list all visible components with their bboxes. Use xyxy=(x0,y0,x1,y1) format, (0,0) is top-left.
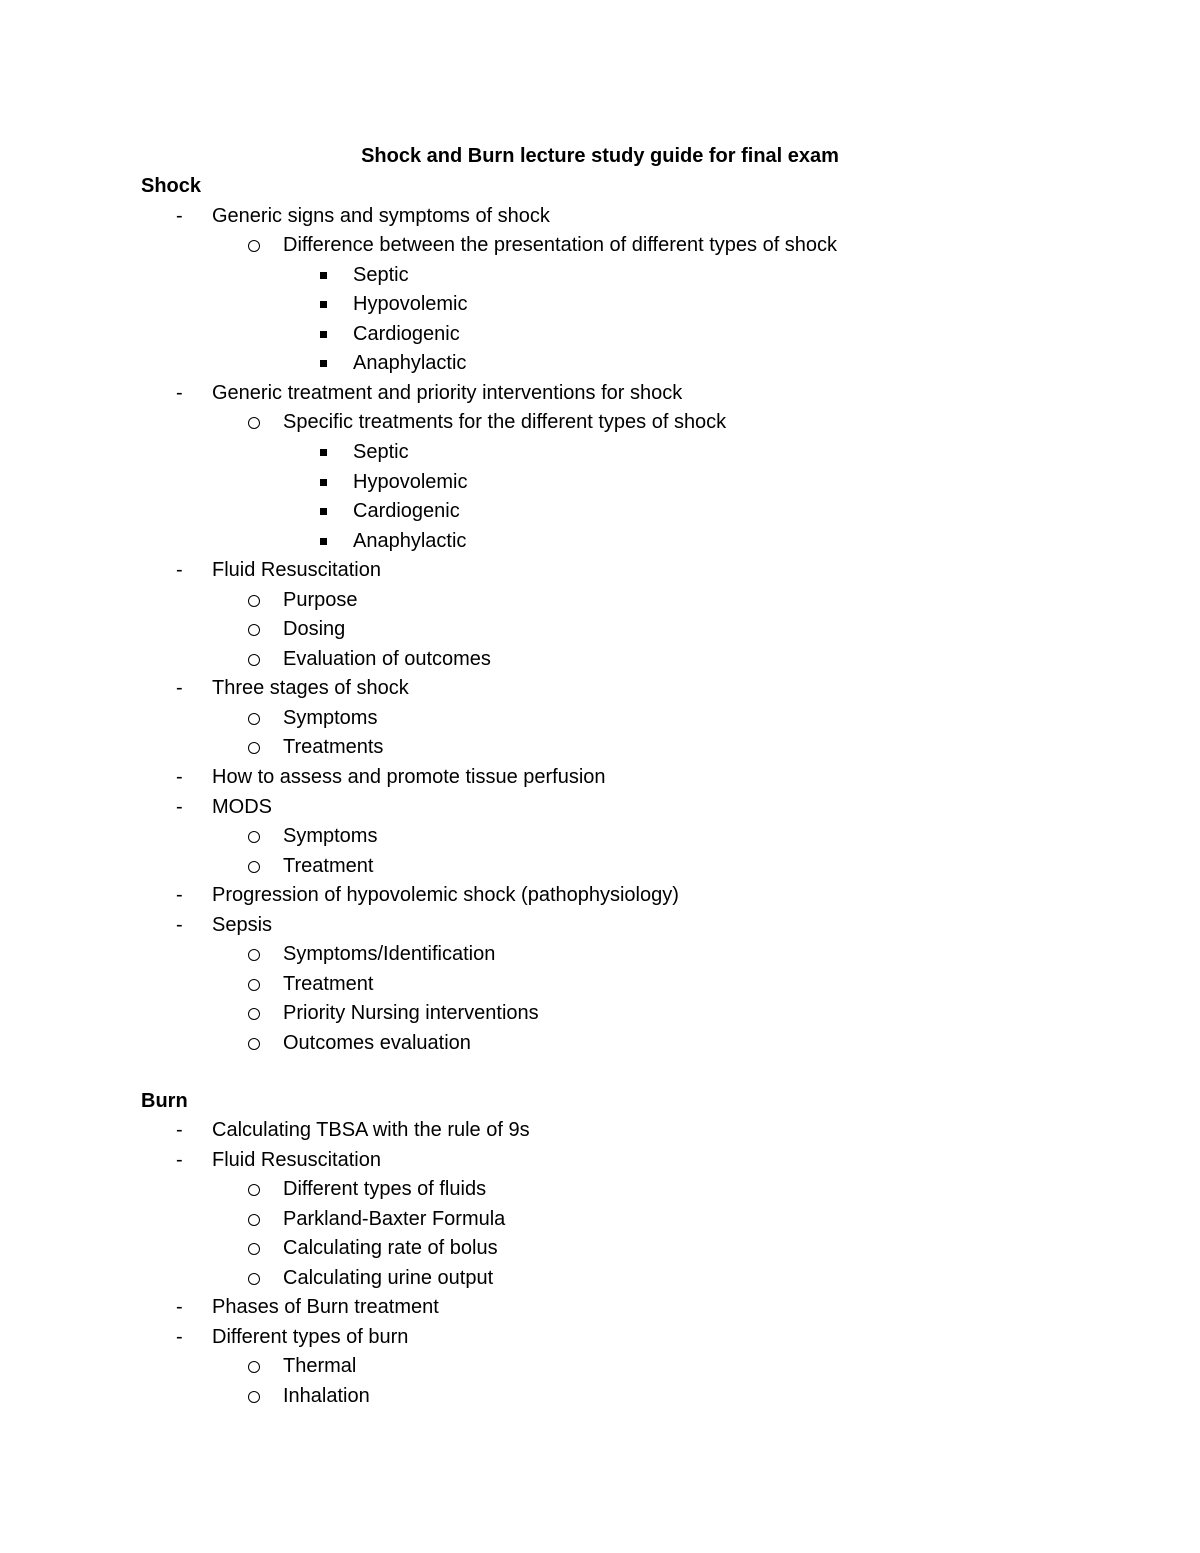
outline-item-level-1: Generic treatment and priority interventions for shock xyxy=(212,381,683,404)
outline-item-level-2: Evaluation of outcomes xyxy=(283,647,491,670)
dash-bullet-icon: - xyxy=(176,795,183,818)
circle-bullet-icon xyxy=(248,1273,260,1285)
outline-item-level-1: Three stages of shock xyxy=(212,677,409,700)
outline-item-level-2: Parkland-Baxter Formula xyxy=(283,1207,506,1230)
outline-item-level-2: Treatments xyxy=(283,736,384,759)
outline-item-level-2: Outcomes evaluation xyxy=(283,1031,471,1054)
dash-bullet-icon: - xyxy=(176,884,183,907)
outline-item-level-2: Treatment xyxy=(283,972,374,995)
circle-bullet-icon xyxy=(248,1361,260,1373)
outline-item-level-3: Anaphylactic xyxy=(353,529,467,552)
outline-item-level-2: Specific treatments for the different types of shock xyxy=(283,411,727,434)
outline-item-level-2: Different types of fluids xyxy=(283,1178,487,1201)
dash-bullet-icon: - xyxy=(176,559,183,582)
document-title: Shock and Burn lecture study guide for final exam xyxy=(361,145,839,167)
dash-bullet-icon: - xyxy=(176,1119,183,1142)
circle-bullet-icon xyxy=(248,595,260,607)
square-bullet-icon xyxy=(320,479,327,486)
dash-bullet-icon: - xyxy=(176,677,183,700)
outline-item-level-3: Cardiogenic xyxy=(353,322,460,345)
outline-item-level-2: Treatment xyxy=(283,854,374,877)
section-heading: Burn xyxy=(141,1089,188,1112)
square-bullet-icon xyxy=(320,508,327,515)
dash-bullet-icon: - xyxy=(176,913,183,936)
outline-item-level-1: Calculating TBSA with the rule of 9s xyxy=(212,1119,530,1142)
square-bullet-icon xyxy=(320,331,327,338)
outline-item-level-1: Fluid Resuscitation xyxy=(212,559,381,582)
square-bullet-icon xyxy=(320,449,327,456)
square-bullet-icon xyxy=(320,360,327,367)
square-bullet-icon xyxy=(320,538,327,545)
circle-bullet-icon xyxy=(248,949,260,961)
dash-bullet-icon: - xyxy=(176,1296,183,1319)
outline-item-level-2: Symptoms xyxy=(283,825,378,848)
outline-item-level-3: Anaphylactic xyxy=(353,352,467,375)
circle-bullet-icon xyxy=(248,1008,260,1020)
circle-bullet-icon xyxy=(248,1184,260,1196)
outline-item-level-2: Calculating rate of bolus xyxy=(283,1237,498,1260)
outline-item-level-1: Fluid Resuscitation xyxy=(212,1148,381,1171)
dash-bullet-icon: - xyxy=(176,204,183,227)
outline-item-level-3: Cardiogenic xyxy=(353,500,460,523)
outline-item-level-2: Thermal xyxy=(283,1355,357,1378)
circle-bullet-icon xyxy=(248,624,260,636)
outline-item-level-2: Difference between the presentation of different types of shock xyxy=(283,234,838,257)
section-heading: Shock xyxy=(141,175,202,197)
circle-bullet-icon xyxy=(248,1391,260,1403)
dash-bullet-icon: - xyxy=(176,766,183,788)
outline-item-level-2: Purpose xyxy=(283,588,358,611)
circle-bullet-icon xyxy=(248,1214,260,1226)
circle-bullet-icon xyxy=(248,1243,260,1255)
outline-item-level-1: Sepsis xyxy=(212,913,273,936)
outline-item-level-2: Dosing xyxy=(283,618,346,641)
outline-item-level-2: Inhalation xyxy=(283,1385,370,1407)
outline-item-level-2: Priority Nursing interventions xyxy=(283,1002,539,1025)
outline-item-level-3: Septic xyxy=(353,263,409,286)
outline-item-level-1: Generic signs and symptoms of shock xyxy=(212,204,550,227)
circle-bullet-icon xyxy=(248,861,260,873)
dash-bullet-icon: - xyxy=(176,1325,183,1348)
outline-item-level-1: How to assess and promote tissue perfusion xyxy=(212,766,606,788)
outline-item-level-2: Calculating urine output xyxy=(283,1266,494,1289)
circle-bullet-icon xyxy=(248,654,260,666)
circle-bullet-icon xyxy=(248,831,260,843)
outline-item-level-1: Different types of burn xyxy=(212,1325,409,1348)
outline-item-level-2: Symptoms xyxy=(283,706,378,729)
dash-bullet-icon: - xyxy=(176,381,183,404)
dash-bullet-icon: - xyxy=(176,1148,183,1171)
circle-bullet-icon xyxy=(248,240,260,252)
outline-item-level-1: Phases of Burn treatment xyxy=(212,1296,439,1319)
circle-bullet-icon xyxy=(248,742,260,754)
square-bullet-icon xyxy=(320,272,327,279)
square-bullet-icon xyxy=(320,301,327,308)
outline-item-level-3: Septic xyxy=(353,440,409,463)
outline-item-level-3: Hypovolemic xyxy=(353,293,468,316)
circle-bullet-icon xyxy=(248,979,260,991)
circle-bullet-icon xyxy=(248,417,260,429)
outline-item-level-3: Hypovolemic xyxy=(353,470,468,493)
outline-item-level-1: Progression of hypovolemic shock (pathophysiology) xyxy=(212,884,679,907)
circle-bullet-icon xyxy=(248,1038,260,1050)
circle-bullet-icon xyxy=(248,713,260,725)
outline-item-level-1: MODS xyxy=(212,795,272,818)
outline-item-level-2: Symptoms/Identification xyxy=(283,943,496,966)
